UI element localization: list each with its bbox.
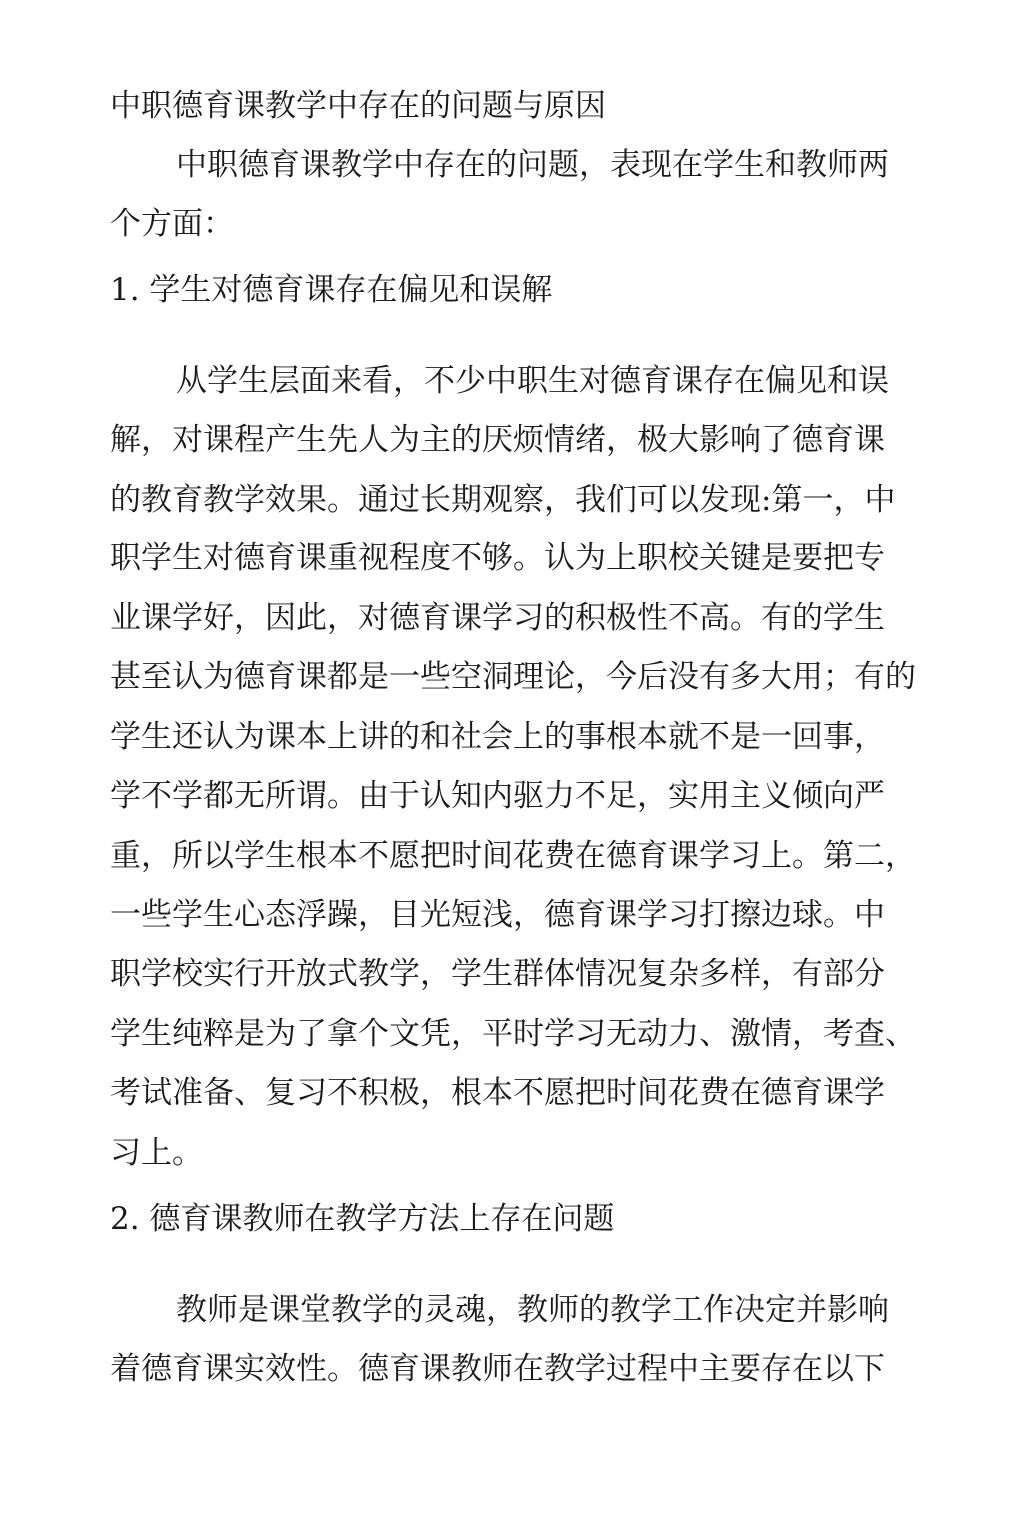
paragraph-1-line-10: 一些学生心态浮躁，目光短浅，德育课学习打擦边球。中 — [110, 897, 885, 933]
paragraph-2-line-1: 教师是课堂教学的灵魂，教师的教学工作决定并影响 — [176, 1292, 889, 1328]
paragraph-1-line-9: 重，所以学生根本不愿把时间花费在德育课学习上。第二， — [110, 838, 916, 874]
paragraph-1-line-13: 考试准备、复习不积极，根本不愿把时间花费在德育课学 — [110, 1075, 885, 1111]
paragraph-1-line-8: 学不学都无所谓。由于认知内驱力不足，实用主义倾向严 — [110, 778, 885, 814]
section-heading-2: 2. 德育课教师在教学方法上存在问题 — [110, 1201, 615, 1237]
paragraph-1-line-7: 学生还认为课本上讲的和社会上的事根本就不是一回事， — [110, 719, 885, 755]
paragraph-1-line-1: 从学生层面来看，不少中职生对德育课存在偏见和误 — [176, 363, 889, 399]
paragraph-1-line-14: 习上。 — [110, 1135, 203, 1171]
paragraph-1-line-4: 职学生对德育课重视程度不够。认为上职校关键是要把专 — [110, 540, 885, 576]
paragraph-1-line-12: 学生纯粹是为了拿个文凭，平时学习无动力、激情，考查、 — [110, 1016, 916, 1052]
paragraph-1-line-2: 解，对课程产生先人为主的厌烦情绪，极大影响了德育课 — [110, 422, 885, 458]
paragraph-1-line-6: 甚至认为德育课都是一些空洞理论，今后没有多大用；有的 — [110, 659, 916, 695]
paragraph-1-line-3: 的教育教学效果。通过长期观察，我们可以发现:第一，中 — [110, 482, 896, 518]
intro-line-1: 中职德育课教学中存在的问题，表现在学生和教师两 — [176, 147, 889, 183]
paragraph-1-line-11: 职学校实行开放式教学，学生群体情况复杂多样，有部分 — [110, 956, 885, 992]
document-title: 中职德育课教学中存在的问题与原因 — [110, 88, 606, 124]
paragraph-2-line-2: 着德育课实效性。德育课教师在教学过程中主要存在以下 — [110, 1351, 885, 1387]
paragraph-1-line-5: 业课学好，因此，对德育课学习的积极性不高。有的学生 — [110, 600, 885, 636]
intro-line-2: 个方面： — [110, 206, 234, 242]
section-heading-1: 1. 学生对德育课存在偏见和误解 — [110, 272, 553, 308]
